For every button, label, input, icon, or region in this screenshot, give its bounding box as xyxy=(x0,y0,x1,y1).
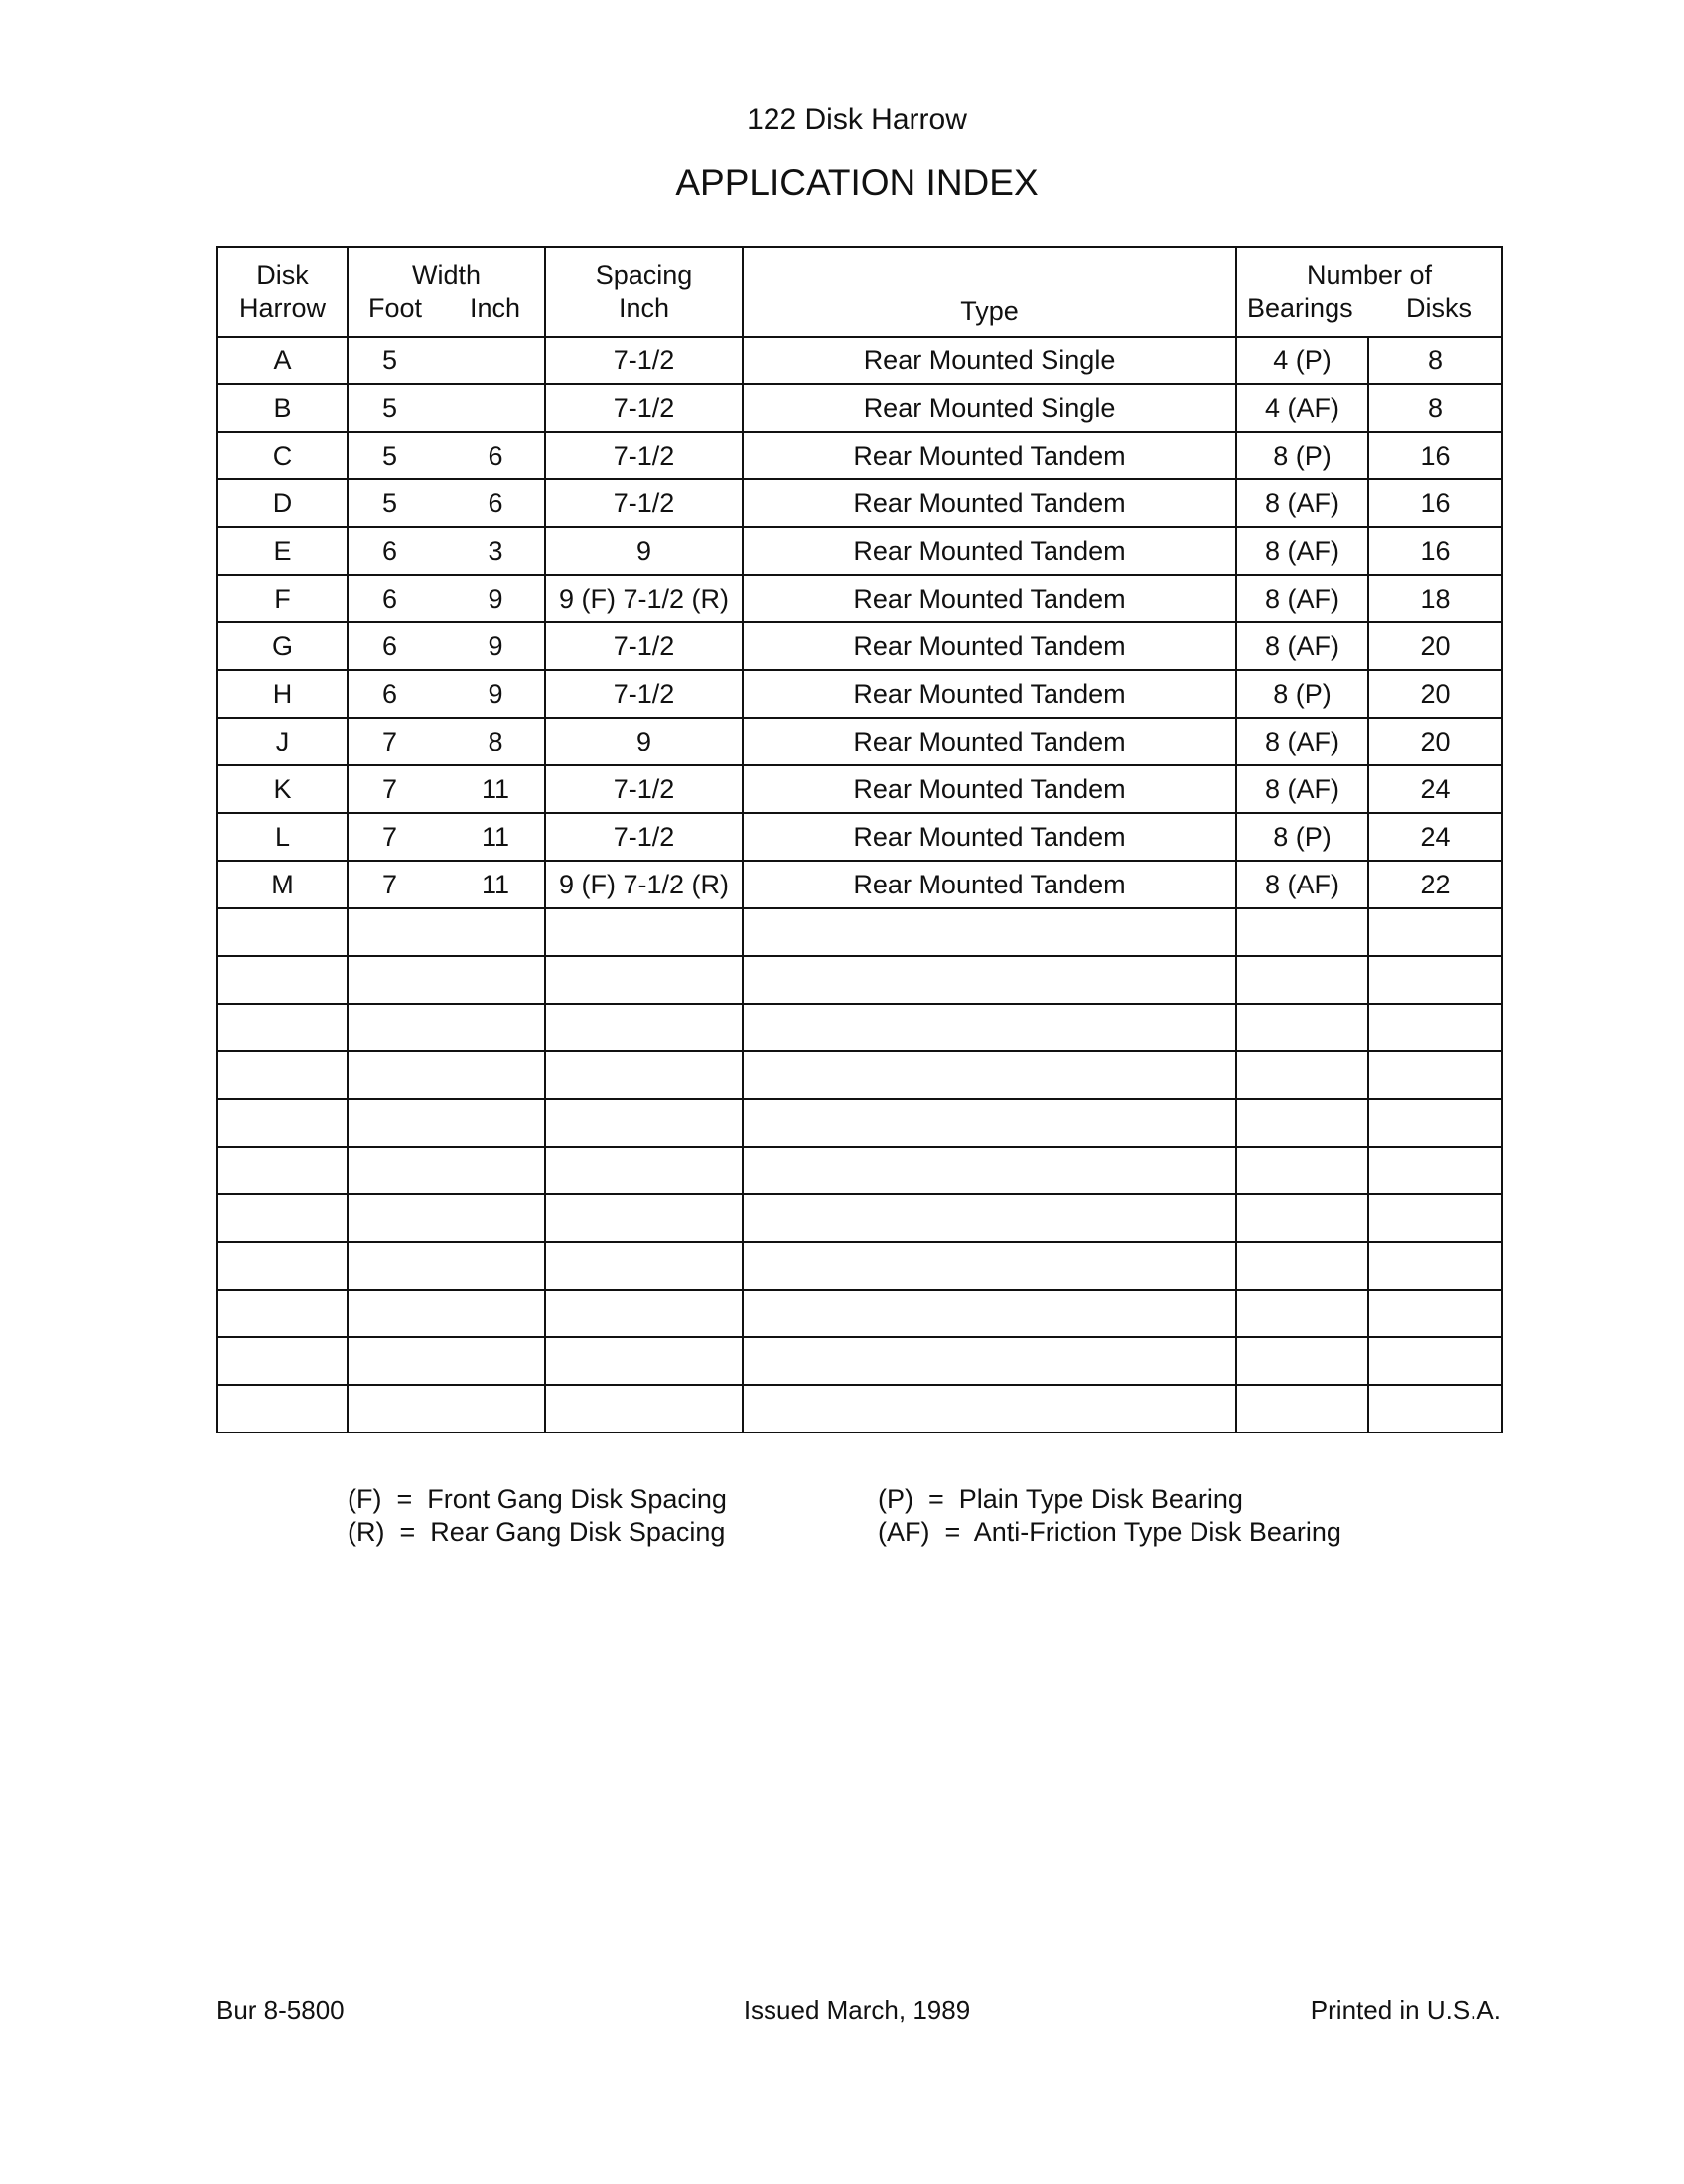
cell-width-foot: 6 xyxy=(348,575,447,622)
cell-bearings: 8 (P) xyxy=(1236,813,1368,861)
header-disk-harrow-line2: Harrow xyxy=(238,293,326,323)
cell-disk-harrow: A xyxy=(217,337,348,384)
cell-type xyxy=(743,908,1236,956)
table-row xyxy=(217,432,1502,479)
header-width-label: Width xyxy=(411,260,482,290)
cell-bearings xyxy=(1236,1051,1368,1099)
cell-spacing xyxy=(545,1051,743,1099)
cell-disks xyxy=(1368,1385,1502,1433)
cell-width-inch xyxy=(447,1242,545,1290)
cell-width-foot: 5 xyxy=(348,384,447,432)
header-spacing xyxy=(545,247,743,337)
cell-width-inch: 3 xyxy=(447,527,545,575)
table-header-row xyxy=(217,247,1502,337)
cell-width-foot: 6 xyxy=(348,527,447,575)
cell-spacing xyxy=(545,1242,743,1290)
legend-rear-gang: (R) = Rear Gang Disk Spacing xyxy=(348,1517,726,1547)
cell-width-inch: 9 xyxy=(447,670,545,718)
cell-width-foot xyxy=(348,1194,447,1242)
table-row xyxy=(217,956,1502,1004)
cell-spacing: 7-1/2 xyxy=(545,337,743,384)
cell-disk-harrow xyxy=(217,1385,348,1433)
cell-disks xyxy=(1368,1004,1502,1051)
table-row xyxy=(217,670,1502,718)
cell-width-inch xyxy=(447,1337,545,1385)
cell-width-foot: 7 xyxy=(348,718,447,765)
cell-spacing xyxy=(545,1147,743,1194)
cell-disk-harrow: J xyxy=(217,718,348,765)
cell-width-inch xyxy=(447,1004,545,1051)
cell-spacing xyxy=(545,908,743,956)
cell-disk-harrow: H xyxy=(217,670,348,718)
table-row xyxy=(217,1337,1502,1385)
cell-bearings: 8 (AF) xyxy=(1236,765,1368,813)
cell-spacing: 7-1/2 xyxy=(545,813,743,861)
cell-bearings xyxy=(1236,1385,1368,1433)
cell-bearings: 8 (AF) xyxy=(1236,622,1368,670)
cell-bearings xyxy=(1236,908,1368,956)
cell-spacing xyxy=(545,1099,743,1147)
cell-width-foot: 5 xyxy=(348,432,447,479)
cell-disk-harrow: K xyxy=(217,765,348,813)
cell-disks xyxy=(1368,1242,1502,1290)
cell-width-foot: 6 xyxy=(348,622,447,670)
cell-width-foot: 7 xyxy=(348,765,447,813)
cell-spacing: 7-1/2 xyxy=(545,622,743,670)
header-bearings: Bearings xyxy=(1247,293,1353,323)
header-inch: Inch xyxy=(469,293,521,323)
cell-disk-harrow: E xyxy=(217,527,348,575)
cell-type: Rear Mounted Tandem xyxy=(743,479,1236,527)
cell-type xyxy=(743,1147,1236,1194)
cell-width-inch: 11 xyxy=(447,813,545,861)
header-foot: Foot xyxy=(368,293,423,323)
table-body xyxy=(217,337,1502,1433)
cell-disks xyxy=(1368,1099,1502,1147)
header-number-of-label: Number of xyxy=(1306,260,1433,290)
cell-bearings xyxy=(1236,1147,1368,1194)
cell-width-inch: 6 xyxy=(447,432,545,479)
header-spacing-line1: Spacing xyxy=(595,260,693,290)
cell-type xyxy=(743,1337,1236,1385)
cell-bearings: 8 (P) xyxy=(1236,432,1368,479)
cell-type xyxy=(743,1004,1236,1051)
table-row xyxy=(217,1385,1502,1433)
cell-disks: 22 xyxy=(1368,861,1502,908)
legend-plain-bearing: (P) = Plain Type Disk Bearing xyxy=(878,1484,1243,1514)
cell-width-inch xyxy=(447,337,545,384)
cell-width-inch: 8 xyxy=(447,718,545,765)
cell-spacing: 9 (F) 7-1/2 (R) xyxy=(545,861,743,908)
cell-bearings: 4 (AF) xyxy=(1236,384,1368,432)
cell-disk-harrow xyxy=(217,1099,348,1147)
cell-spacing xyxy=(545,1004,743,1051)
cell-width-foot xyxy=(348,956,447,1004)
footer-doc-number: Bur 8-5800 xyxy=(216,1995,345,2025)
legend-bearing xyxy=(878,1483,1341,1549)
cell-type: Rear Mounted Tandem xyxy=(743,718,1236,765)
cell-disk-harrow: M xyxy=(217,861,348,908)
cell-spacing: 7-1/2 xyxy=(545,670,743,718)
table-row xyxy=(217,908,1502,956)
cell-spacing xyxy=(545,1385,743,1433)
table-row xyxy=(217,622,1502,670)
table-row xyxy=(217,1290,1502,1337)
table-row xyxy=(217,718,1502,765)
table-row xyxy=(217,337,1502,384)
cell-bearings: 8 (AF) xyxy=(1236,718,1368,765)
cell-width-inch: 9 xyxy=(447,575,545,622)
cell-width-inch xyxy=(447,908,545,956)
cell-bearings xyxy=(1236,1290,1368,1337)
cell-disks: 16 xyxy=(1368,527,1502,575)
cell-disks: 16 xyxy=(1368,479,1502,527)
cell-spacing: 9 xyxy=(545,718,743,765)
cell-bearings xyxy=(1236,1337,1368,1385)
cell-spacing xyxy=(545,1290,743,1337)
cell-disk-harrow: G xyxy=(217,622,348,670)
cell-width-inch xyxy=(447,1099,545,1147)
cell-disks xyxy=(1368,1290,1502,1337)
cell-width-foot xyxy=(348,1004,447,1051)
cell-width-foot xyxy=(348,908,447,956)
cell-disks: 24 xyxy=(1368,813,1502,861)
cell-disk-harrow xyxy=(217,1051,348,1099)
cell-type: Rear Mounted Single xyxy=(743,337,1236,384)
cell-width-foot xyxy=(348,1242,447,1290)
header-disk-harrow xyxy=(217,247,348,337)
cell-type xyxy=(743,1051,1236,1099)
cell-width-foot: 6 xyxy=(348,670,447,718)
cell-disks xyxy=(1368,956,1502,1004)
cell-width-foot xyxy=(348,1099,447,1147)
cell-bearings: 8 (AF) xyxy=(1236,575,1368,622)
cell-bearings xyxy=(1236,1004,1368,1051)
cell-type: Rear Mounted Tandem xyxy=(743,813,1236,861)
cell-spacing xyxy=(545,1194,743,1242)
cell-width-inch xyxy=(447,1290,545,1337)
cell-type xyxy=(743,1194,1236,1242)
cell-bearings xyxy=(1236,1194,1368,1242)
cell-disks xyxy=(1368,1194,1502,1242)
document-title: APPLICATION INDEX xyxy=(675,162,1039,203)
cell-width-inch xyxy=(447,384,545,432)
cell-type: Rear Mounted Tandem xyxy=(743,861,1236,908)
cell-type: Rear Mounted Tandem xyxy=(743,670,1236,718)
header-type: Type xyxy=(743,247,1236,337)
cell-width-foot xyxy=(348,1290,447,1337)
cell-spacing: 7-1/2 xyxy=(545,765,743,813)
cell-type: Rear Mounted Single xyxy=(743,384,1236,432)
table-row xyxy=(217,861,1502,908)
cell-type xyxy=(743,1242,1236,1290)
footer-issued-date: Issued March, 1989 xyxy=(743,1995,971,2025)
cell-bearings xyxy=(1236,1242,1368,1290)
cell-disks xyxy=(1368,1051,1502,1099)
cell-width-inch xyxy=(447,1051,545,1099)
cell-type xyxy=(743,1290,1236,1337)
cell-width-inch: 11 xyxy=(447,765,545,813)
table-row xyxy=(217,384,1502,432)
cell-disk-harrow xyxy=(217,956,348,1004)
cell-width-foot xyxy=(348,1337,447,1385)
cell-disk-harrow: L xyxy=(217,813,348,861)
cell-disk-harrow xyxy=(217,1290,348,1337)
table-row xyxy=(217,1242,1502,1290)
cell-disk-harrow xyxy=(217,1242,348,1290)
cell-type: Rear Mounted Tandem xyxy=(743,432,1236,479)
cell-disk-harrow: C xyxy=(217,432,348,479)
application-index-table xyxy=(216,246,1503,1433)
document-subtitle: 122 Disk Harrow xyxy=(747,103,967,136)
cell-bearings xyxy=(1236,1099,1368,1147)
cell-width-inch xyxy=(447,1385,545,1433)
cell-disks xyxy=(1368,908,1502,956)
table-row xyxy=(217,813,1502,861)
cell-width-inch xyxy=(447,1147,545,1194)
cell-disks: 20 xyxy=(1368,622,1502,670)
table-row xyxy=(217,1194,1502,1242)
cell-width-inch: 9 xyxy=(447,622,545,670)
cell-type: Rear Mounted Tandem xyxy=(743,622,1236,670)
cell-type: Rear Mounted Tandem xyxy=(743,765,1236,813)
cell-type xyxy=(743,1099,1236,1147)
cell-disks: 20 xyxy=(1368,718,1502,765)
cell-width-foot: 7 xyxy=(348,813,447,861)
legend-anti-friction-bearing: (AF) = Anti-Friction Type Disk Bearing xyxy=(878,1517,1341,1547)
cell-disk-harrow xyxy=(217,1194,348,1242)
cell-width-inch: 6 xyxy=(447,479,545,527)
cell-width-inch xyxy=(447,956,545,1004)
table-row xyxy=(217,1051,1502,1099)
legend-front-gang: (F) = Front Gang Disk Spacing xyxy=(348,1484,727,1514)
table-row xyxy=(217,527,1502,575)
table-row xyxy=(217,1147,1502,1194)
cell-bearings: 8 (AF) xyxy=(1236,479,1368,527)
header-spacing-line2: Inch xyxy=(618,293,670,323)
cell-disks: 20 xyxy=(1368,670,1502,718)
cell-type: Rear Mounted Tandem xyxy=(743,575,1236,622)
cell-bearings: 8 (AF) xyxy=(1236,527,1368,575)
cell-disks: 18 xyxy=(1368,575,1502,622)
header-disk-harrow-line1: Disk xyxy=(256,260,309,290)
table-row xyxy=(217,479,1502,527)
cell-disk-harrow xyxy=(217,1004,348,1051)
cell-width-foot xyxy=(348,1051,447,1099)
footer-printed-in: Printed in U.S.A. xyxy=(1310,1995,1501,2025)
cell-disks: 8 xyxy=(1368,384,1502,432)
cell-disk-harrow xyxy=(217,908,348,956)
cell-spacing: 7-1/2 xyxy=(545,479,743,527)
table-row xyxy=(217,1099,1502,1147)
cell-bearings: 8 (P) xyxy=(1236,670,1368,718)
cell-spacing xyxy=(545,956,743,1004)
cell-disk-harrow xyxy=(217,1147,348,1194)
cell-disk-harrow: F xyxy=(217,575,348,622)
cell-width-foot xyxy=(348,1385,447,1433)
cell-spacing: 7-1/2 xyxy=(545,384,743,432)
cell-disks: 16 xyxy=(1368,432,1502,479)
cell-disks xyxy=(1368,1147,1502,1194)
cell-width-foot xyxy=(348,1147,447,1194)
cell-disks xyxy=(1368,1337,1502,1385)
cell-disk-harrow: B xyxy=(217,384,348,432)
cell-bearings: 4 (P) xyxy=(1236,337,1368,384)
cell-disks: 24 xyxy=(1368,765,1502,813)
cell-disks: 8 xyxy=(1368,337,1502,384)
cell-bearings: 8 (AF) xyxy=(1236,861,1368,908)
header-disks: Disks xyxy=(1406,293,1473,323)
cell-width-inch xyxy=(447,1194,545,1242)
table-row xyxy=(217,1004,1502,1051)
header-number-of xyxy=(1236,247,1502,337)
cell-spacing xyxy=(545,1337,743,1385)
header-width xyxy=(348,247,545,337)
table-row xyxy=(217,575,1502,622)
cell-type xyxy=(743,956,1236,1004)
cell-disk-harrow xyxy=(217,1337,348,1385)
cell-spacing: 9 (F) 7-1/2 (R) xyxy=(545,575,743,622)
cell-width-inch: 11 xyxy=(447,861,545,908)
cell-spacing: 9 xyxy=(545,527,743,575)
cell-width-foot: 5 xyxy=(348,479,447,527)
cell-width-foot: 5 xyxy=(348,337,447,384)
cell-width-foot: 7 xyxy=(348,861,447,908)
cell-disk-harrow: D xyxy=(217,479,348,527)
cell-bearings xyxy=(1236,956,1368,1004)
legend-spacing xyxy=(348,1483,727,1549)
cell-type xyxy=(743,1385,1236,1433)
table-row xyxy=(217,765,1502,813)
cell-spacing: 7-1/2 xyxy=(545,432,743,479)
cell-type: Rear Mounted Tandem xyxy=(743,527,1236,575)
